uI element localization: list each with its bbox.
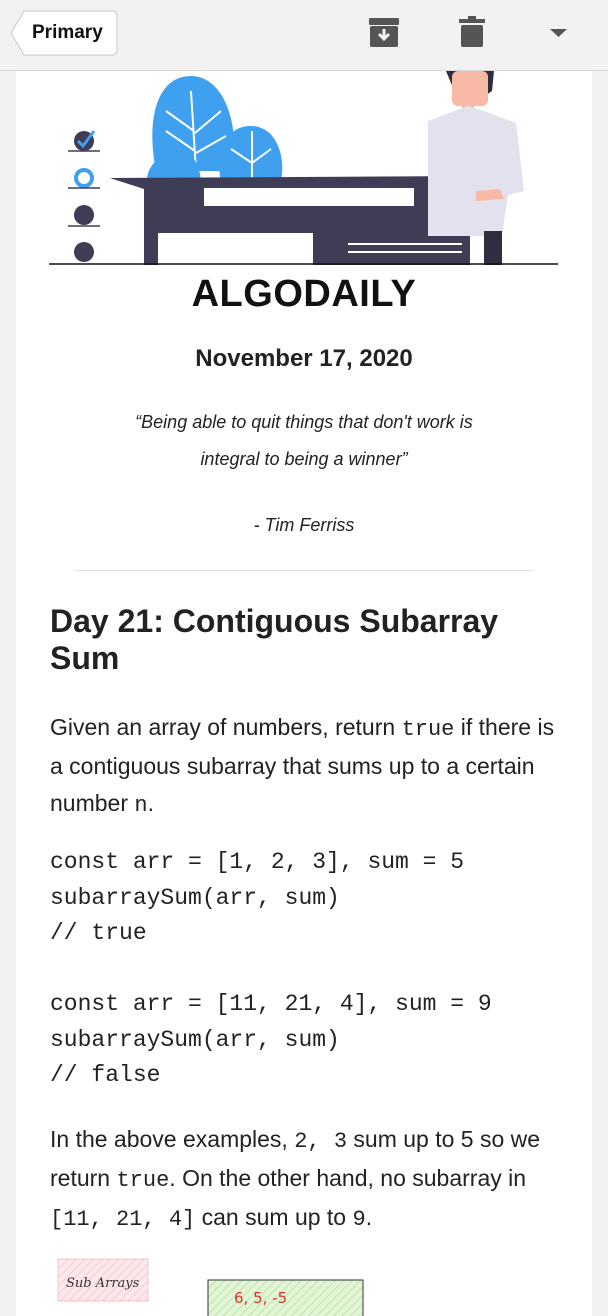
back-button[interactable]: [10, 10, 118, 56]
trash-icon[interactable]: [455, 16, 489, 50]
quote-line-2: integral to being a winner”: [200, 449, 408, 469]
code-example-1: const arr = [1, 2, 3], sum = 5 subarraySum(arr, sum) // true: [50, 849, 465, 946]
inline-code: 2, 3: [294, 1129, 348, 1154]
sketch-label: Sub Arrays: [66, 1276, 140, 1291]
person-figure: [428, 71, 524, 265]
intro-text: .: [147, 790, 154, 816]
plant-leaves: [147, 76, 282, 186]
inline-code: n: [134, 793, 148, 818]
explain-text: sum up to 5 so we return: [50, 1126, 541, 1191]
top-toolbar: [0, 0, 608, 71]
inline-code: [11, 21, 4]: [50, 1207, 196, 1232]
explain-text: . On the other hand, no subarray in: [169, 1165, 527, 1191]
explain-text: can sum up to: [195, 1204, 353, 1230]
problem-description: [50, 709, 570, 824]
desk: [110, 176, 476, 265]
explanation: [50, 1121, 570, 1238]
sketch-values: 6, 5, -5: [234, 1289, 288, 1307]
divider: [74, 570, 534, 571]
explain-text: .: [365, 1204, 373, 1230]
email-body: [16, 71, 592, 1316]
quote-author: - Tim Ferriss: [253, 515, 355, 535]
brand-title: ALGODAILY: [191, 273, 417, 315]
explain-text: In the above examples,: [50, 1126, 295, 1152]
problem-title: Day 21: Contiguous Subarray Sum: [50, 603, 499, 676]
inline-code: 9: [352, 1207, 366, 1232]
back-button-label: Primary: [32, 22, 103, 43]
quote: [96, 404, 512, 478]
checklist-icon: [68, 131, 100, 262]
code-example-2: const arr = [11, 21, 4], sum = 9 subarraySum(arr, sum) // false: [50, 991, 492, 1088]
subarray-sketch-image: [16, 1251, 592, 1316]
archive-icon[interactable]: [367, 16, 401, 50]
email-date: November 17, 2020: [195, 345, 413, 372]
intro-text: Given an array of numbers, return: [50, 714, 402, 740]
inline-code: true: [116, 1168, 170, 1193]
intro-text: if there is a contiguous subarray that sums up to a certain number: [50, 714, 555, 816]
dropdown-arrow-icon[interactable]: [542, 16, 576, 50]
inline-code: true: [401, 717, 455, 742]
quote-line-1: “Being able to quit things that don't work is: [135, 412, 473, 432]
hero-illustration: [16, 71, 592, 265]
